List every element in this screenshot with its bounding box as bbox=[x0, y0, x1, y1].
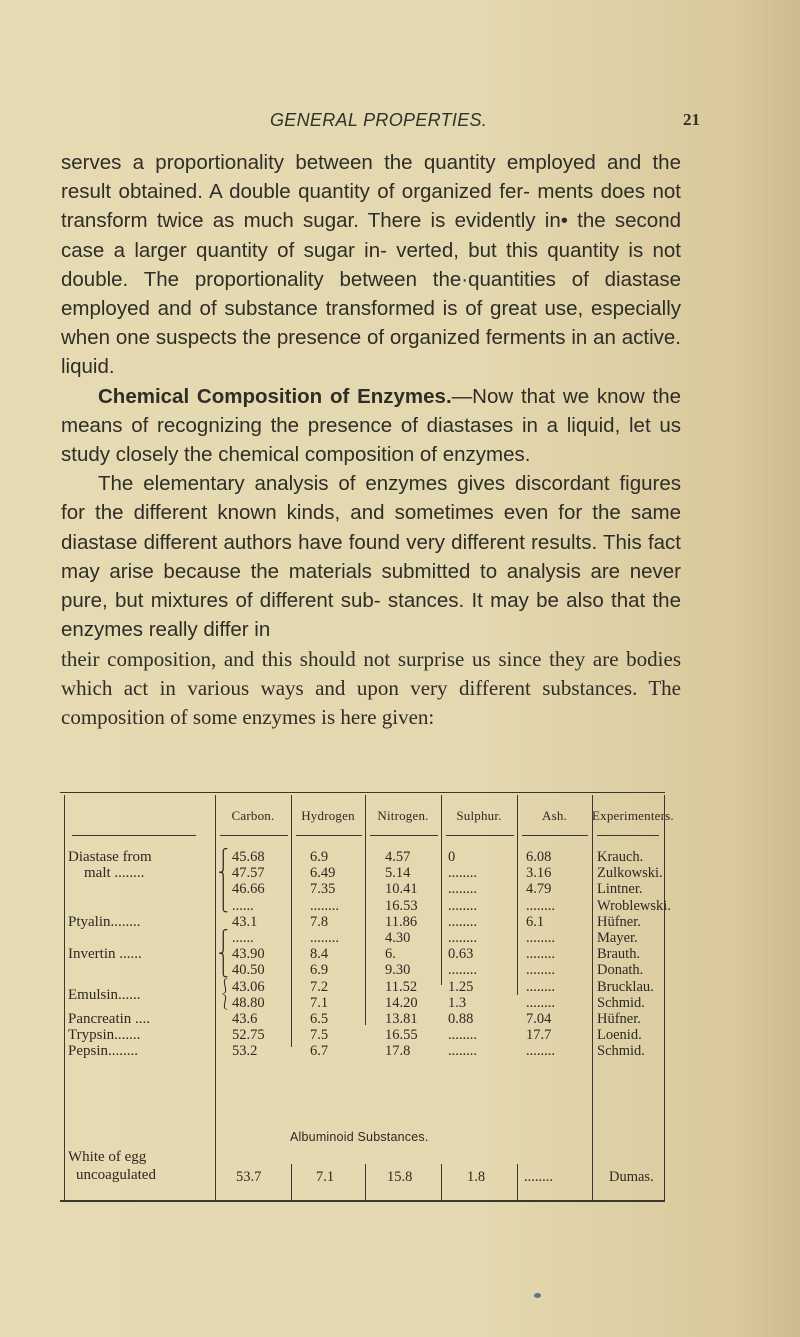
row-label: Pepsin........ bbox=[68, 1043, 139, 1060]
header-rule bbox=[72, 835, 196, 836]
paragraph-proportionality: serves a proportionality between the quantity employed and the result obtained. A double quantity of organized fer- ments does not transform twice as much sugar. There is evidently in• the second case a larger quantity of sugar in- verted, but this quantity is not double. The proportionality between the·quantities of diastase employed and of substance transformed is of great use, especially when one suspects the presence of organized ferments in an active. liquid. bbox=[61, 151, 681, 379]
cell-hydrogen: 6.49 bbox=[310, 865, 336, 882]
cell-ash: 6.1 bbox=[526, 913, 545, 930]
cell-ash: ........ bbox=[526, 897, 555, 914]
cell-ash: ........ bbox=[526, 994, 555, 1011]
header-sulphur: Sulphur. bbox=[456, 808, 502, 823]
cell-nitrogen: 4.57 bbox=[385, 849, 411, 865]
cell-hydrogen: 7.8 bbox=[310, 913, 329, 930]
cell-nitrogen: 15.8 bbox=[387, 1169, 413, 1185]
cell-ash: ........ bbox=[526, 930, 555, 946]
column-divider bbox=[365, 1164, 366, 1200]
cell-carbon: 48.80 bbox=[232, 994, 265, 1011]
cell-ash: ........ bbox=[524, 1169, 553, 1185]
cell-hydrogen: 7.5 bbox=[310, 1027, 329, 1044]
cell-sulphur: ........ bbox=[448, 962, 477, 979]
brace-invertin: ⎧ ⎨ ⎩ bbox=[218, 931, 229, 978]
cell-carbon: ...... bbox=[232, 930, 254, 946]
row-label-white-of-egg: White of egg bbox=[68, 1149, 147, 1165]
cell-nitrogen: 9.30 bbox=[385, 962, 411, 979]
paragraph-chemical-composition bbox=[61, 382, 681, 470]
header-rule bbox=[296, 835, 362, 836]
table-bottom-rule bbox=[60, 1200, 665, 1202]
cell-sulphur: ........ bbox=[448, 881, 477, 898]
row-label: Invertin ...... bbox=[68, 946, 142, 963]
cell-carbon: ...... bbox=[232, 897, 254, 914]
cell-carbon: 40.50 bbox=[232, 962, 265, 979]
body-text bbox=[61, 148, 681, 644]
cell-sulphur: ........ bbox=[448, 865, 477, 882]
cell-hydrogen: 7.1 bbox=[316, 1169, 335, 1185]
header-carbon: Carbon. bbox=[231, 808, 275, 823]
cell-sulphur: ........ bbox=[448, 897, 477, 914]
cell-carbon: 53.7 bbox=[236, 1169, 262, 1185]
row-label: Emulsin...... bbox=[68, 986, 141, 1003]
cell-ash: 17.7 bbox=[526, 1027, 552, 1044]
column-divider bbox=[215, 795, 216, 1200]
header-nitrogen: Nitrogen. bbox=[377, 808, 429, 823]
cell-sulphur: 1.8 bbox=[467, 1169, 486, 1185]
cell-hydrogen: 6.5 bbox=[310, 1011, 329, 1027]
section-label-albuminoid: Albuminoid Substances. bbox=[290, 1130, 429, 1144]
cell-hydrogen: 7.2 bbox=[310, 978, 329, 995]
header-hydrogen: Hydrogen bbox=[301, 808, 355, 823]
cell-nitrogen: 6. bbox=[385, 946, 396, 963]
cell-sulphur: 1.25 bbox=[448, 978, 474, 995]
cell-experimenter: Wroblewski. bbox=[597, 897, 671, 914]
cell-carbon: 43.1 bbox=[232, 913, 258, 930]
cell-nitrogen: 16.53 bbox=[385, 897, 418, 914]
brace-diastase: ⎧ ⎨ ⎪ ⎩ bbox=[218, 850, 229, 913]
cell-nitrogen: 11.86 bbox=[385, 913, 418, 930]
paragraph-elementary-analysis: The elementary analysis of enzymes gives discordant figures for the different known kinds, and sometimes even for the same diastase different authors have found very different results. This fact may arise because the materials submitted to analysis are never pure, but mixtures of different sub- stances. It may be also that the enzymes really differ in bbox=[61, 472, 681, 642]
cell-sulphur: 0.63 bbox=[448, 946, 474, 963]
cell-ash: ........ bbox=[526, 1043, 555, 1060]
cell-experimenter: Schmid. bbox=[597, 994, 645, 1011]
column-divider bbox=[291, 795, 292, 1047]
cell-hydrogen: 7.35 bbox=[310, 881, 336, 898]
page-number: 21 bbox=[683, 110, 700, 129]
cell-sulphur: ........ bbox=[448, 913, 477, 930]
row-label: Ptyalin........ bbox=[68, 913, 141, 930]
cell-carbon: 43.90 bbox=[232, 946, 265, 963]
cell-carbon: 43.6 bbox=[232, 1011, 258, 1027]
header-rule bbox=[446, 835, 514, 836]
cell-experimenter: Hüfner. bbox=[597, 1011, 641, 1027]
ink-smudge bbox=[534, 1293, 541, 1298]
column-divider bbox=[592, 795, 593, 1200]
brace-emulsin: ⎰ ⎱ bbox=[218, 980, 232, 1011]
row-label: Diastase from bbox=[68, 849, 152, 865]
paragraph-composition-continued: their composition, and this should not surprise us since they are bodies which act in various ways and upon very different substances. The composition of some enzymes is here given: bbox=[61, 647, 681, 729]
cell-experimenter: Donath. bbox=[597, 962, 644, 979]
cell-carbon: 47.57 bbox=[232, 865, 265, 882]
header-rule bbox=[597, 835, 659, 836]
enzyme-composition-table bbox=[60, 792, 674, 1202]
cell-ash: 4.79 bbox=[526, 881, 552, 898]
cell-ash: ........ bbox=[526, 962, 555, 979]
running-head bbox=[0, 110, 800, 134]
column-divider bbox=[517, 1164, 518, 1200]
column-divider bbox=[441, 1164, 442, 1200]
header-experimenters: Experimenters. bbox=[592, 808, 674, 823]
table-left-border bbox=[64, 795, 65, 1200]
header-rule bbox=[522, 835, 588, 836]
cell-hydrogen: 6.7 bbox=[310, 1043, 329, 1060]
cell-experimenter: Brauth. bbox=[597, 946, 641, 963]
cell-carbon: 52.75 bbox=[232, 1027, 265, 1044]
cell-carbon: 46.66 bbox=[232, 881, 265, 898]
header-rule bbox=[220, 835, 288, 836]
cell-nitrogen: 11.52 bbox=[385, 978, 418, 995]
cell-carbon: 45.68 bbox=[232, 849, 265, 865]
body-text-continued bbox=[61, 645, 681, 732]
header-ash: Ash. bbox=[542, 808, 567, 823]
cell-nitrogen: 10.41 bbox=[385, 881, 418, 898]
cell-nitrogen: 16.55 bbox=[385, 1027, 418, 1044]
cell-hydrogen: ........ bbox=[310, 930, 339, 946]
cell-sulphur: 0.88 bbox=[448, 1011, 474, 1027]
cell-experimenter: Dumas. bbox=[609, 1169, 654, 1185]
cell-nitrogen: 14.20 bbox=[385, 994, 418, 1011]
table-top-rule bbox=[60, 792, 665, 793]
row-label: Trypsin....... bbox=[68, 1027, 141, 1044]
cell-ash: ........ bbox=[526, 978, 555, 995]
cell-nitrogen: 5.14 bbox=[385, 865, 411, 882]
cell-ash: 7.04 bbox=[526, 1011, 552, 1027]
cell-nitrogen: 13.81 bbox=[385, 1011, 418, 1027]
cell-sulphur: ........ bbox=[448, 1027, 477, 1044]
cell-carbon: 53.2 bbox=[232, 1043, 258, 1060]
row-label: Pancreatin .... bbox=[68, 1011, 151, 1027]
cell-experimenter: Hüfner. bbox=[597, 913, 641, 930]
cell-hydrogen: 6.9 bbox=[310, 962, 329, 979]
cell-sulphur: ........ bbox=[448, 1043, 477, 1060]
cell-experimenter: Lintner. bbox=[597, 881, 643, 898]
header-rule bbox=[370, 835, 438, 836]
cell-sulphur: 0 bbox=[448, 849, 456, 865]
cell-experimenter: Brucklau. bbox=[597, 978, 654, 995]
row-label: malt ........ bbox=[84, 865, 145, 882]
cell-sulphur: 1.3 bbox=[448, 994, 467, 1011]
cell-experimenter: Loenid. bbox=[597, 1027, 642, 1044]
cell-sulphur: ........ bbox=[448, 930, 477, 946]
running-title: GENERAL PROPERTIES. bbox=[270, 110, 488, 130]
column-divider bbox=[517, 795, 518, 995]
cell-nitrogen: 4.30 bbox=[385, 930, 411, 946]
cell-hydrogen: 8.4 bbox=[310, 946, 329, 963]
cell-hydrogen: 7.1 bbox=[310, 994, 329, 1011]
cell-carbon: 43.06 bbox=[232, 978, 265, 995]
cell-ash: 6.08 bbox=[526, 849, 552, 865]
row-label-uncoagulated: uncoagulated bbox=[76, 1167, 156, 1183]
table-right-border bbox=[664, 795, 665, 1200]
column-divider bbox=[291, 1164, 292, 1200]
cell-ash: 3.16 bbox=[526, 865, 552, 882]
column-divider bbox=[365, 795, 366, 1025]
cell-experimenter: Krauch. bbox=[597, 849, 644, 865]
paragraph-chemical-composition-body: —Now that we know the means of recognizing the presence of diastases in a liquid, let us study closely the chemical composition of enzymes. bbox=[61, 384, 682, 467]
cell-experimenter: Schmid. bbox=[597, 1043, 645, 1060]
cell-hydrogen: ........ bbox=[310, 897, 339, 914]
cell-nitrogen: 17.8 bbox=[385, 1043, 411, 1060]
cell-experimenter: Zulkowski. bbox=[597, 865, 663, 882]
cell-hydrogen: 6.9 bbox=[310, 849, 329, 865]
cell-ash: ........ bbox=[526, 946, 555, 963]
cell-experimenter: Mayer. bbox=[597, 930, 638, 946]
section-heading: Chemical Composition of Enzymes. bbox=[98, 384, 452, 408]
